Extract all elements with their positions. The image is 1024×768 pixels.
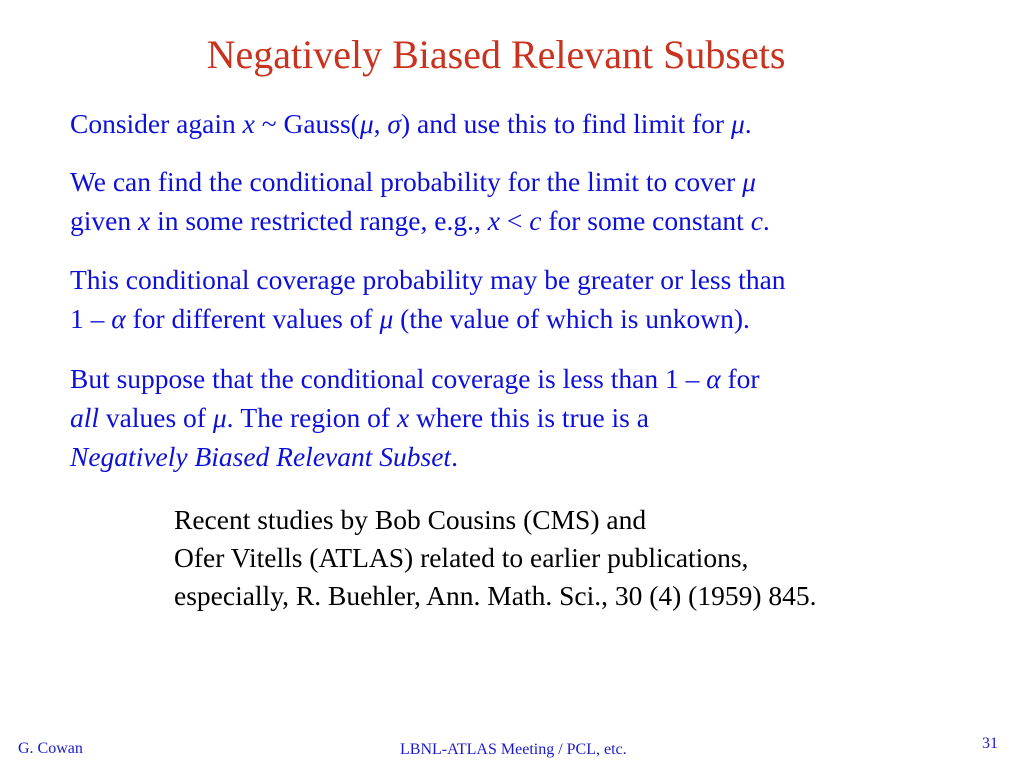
slide-title: Negatively Biased Relevant Subsets (206, 32, 786, 77)
paragraph-text: for some constant (541, 205, 751, 236)
math-symbol: α (706, 363, 721, 394)
paragraph-text: . (451, 441, 458, 472)
paragraph-gauss (70, 104, 970, 143)
paragraph-text: This conditional coverage probability may be greater or less than (70, 264, 786, 295)
paragraph-biased-subset (70, 359, 970, 476)
paragraph-conditional-probability (70, 162, 970, 240)
math-symbol: x (487, 205, 500, 236)
paragraph-text: for different values of (125, 303, 380, 334)
math-symbol: σ (387, 108, 401, 139)
reference-line: Recent studies by Bob Cousins (CMS) and (174, 504, 647, 535)
math-symbol: μ (730, 108, 745, 139)
paragraph-text: values of (99, 402, 213, 433)
paragraph-text: . (744, 108, 752, 139)
paragraph-text: ~ Gauss( (254, 108, 360, 139)
footer-event: LBNL-ATLAS Meeting / PCL, etc. (400, 741, 627, 758)
math-symbol: μ (359, 108, 374, 139)
paragraph-text: given (70, 205, 138, 236)
reference-note (174, 501, 994, 615)
reference-line: Ofer Vitells (ATLAS) related to earlier publications, (174, 542, 749, 573)
paragraph-text: But suppose that the conditional coverage is less than 1 – (70, 363, 707, 394)
math-symbol: x (137, 205, 151, 236)
math-symbol: α (111, 303, 126, 334)
math-symbol: Negatively Biased Relevant Subset (70, 441, 452, 472)
paragraph-text: where this is true is a (409, 402, 649, 433)
paragraph-text: , (373, 108, 388, 139)
math-symbol: x (396, 402, 410, 433)
paragraph-text: We can find the conditional probability for the limit to cover (70, 166, 743, 197)
math-symbol: μ (379, 303, 394, 334)
paragraph-text: 1 – (70, 303, 112, 334)
math-symbol: μ (212, 402, 227, 433)
footer-author: G. Cowan (18, 740, 83, 757)
reference-line: especially, R. Buehler, Ann. Math. Sci., 30 (4) (1959) 845. (174, 580, 817, 611)
math-symbol: x (242, 108, 255, 139)
math-symbol: c (529, 205, 542, 236)
paragraph-text: < (499, 205, 530, 236)
paragraph-text: . The region of (226, 402, 397, 433)
page-number: 31 (982, 735, 998, 752)
math-symbol: all (70, 402, 100, 433)
paragraph-text: Consider again (70, 108, 243, 139)
paragraph-coverage (70, 260, 970, 338)
paragraph-text: for (720, 363, 760, 394)
paragraph-text: . (762, 205, 770, 236)
paragraph-text: in some restricted range, e.g., (150, 205, 488, 236)
math-symbol: c (750, 205, 763, 236)
paragraph-text: ) and use this to find limit for (400, 108, 731, 139)
paragraph-text: (the value of which is unkown). (393, 303, 750, 334)
math-symbol: μ (742, 166, 756, 197)
